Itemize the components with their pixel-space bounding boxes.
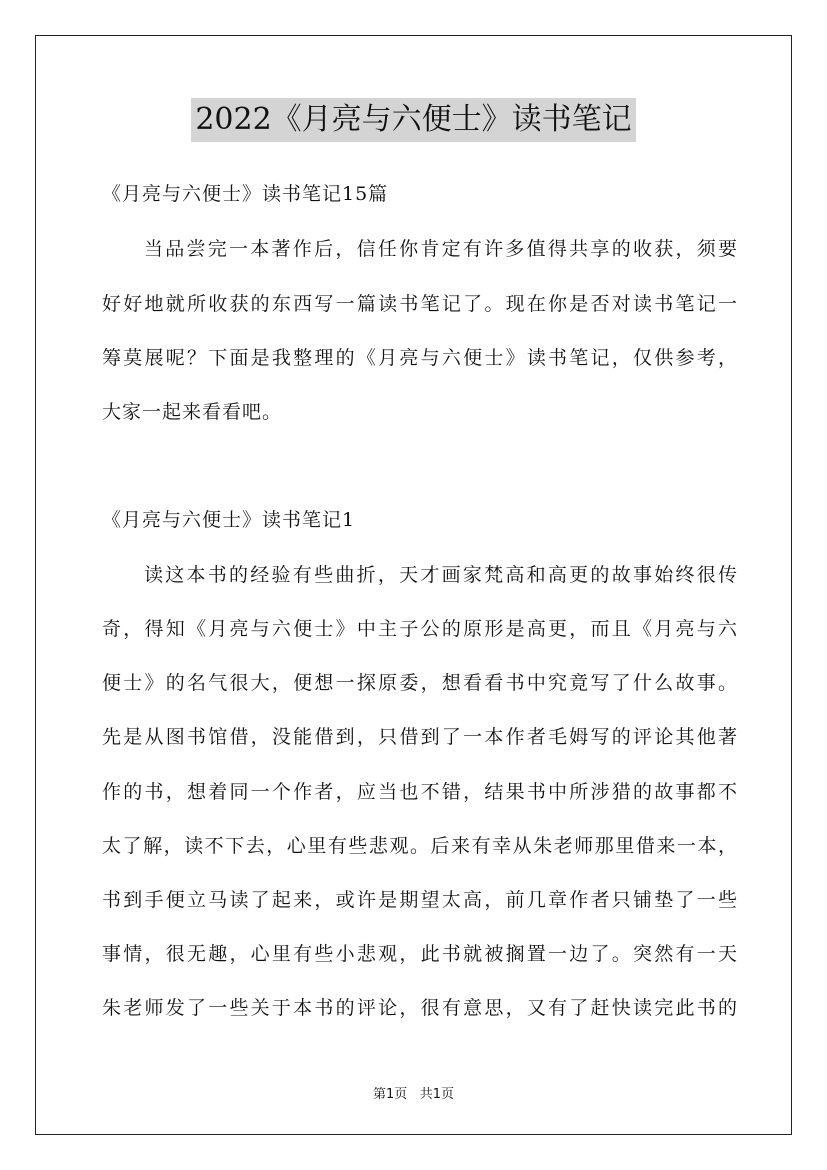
section-heading: 《月亮与六便士》读书笔记1 — [102, 509, 356, 531]
intro-line: 大家一起来看看吧。 — [102, 401, 283, 423]
body-line: 太了解，读不下去，心里有些悲观。后来有幸从朱老师那里借来一本， — [102, 835, 738, 857]
body-line: 事情，很无趣，心里有些小悲观，此书就被搁置一边了。突然有一天 — [102, 943, 738, 965]
document-title: 2022《月亮与六便士》读书笔记 — [191, 98, 635, 142]
intro-line: 筹莫展呢？下面是我整理的《月亮与六便士》读书笔记，仅供参考， — [102, 347, 738, 369]
body-line: 朱老师发了一些关于本书的评论，很有意思，又有了赶快读完此书的 — [102, 997, 738, 1019]
intro-line: 好好地就所收获的东西写一篇读书笔记了。现在你是否对读书笔记一 — [102, 293, 738, 315]
title-wrap — [0, 98, 827, 142]
body-line: 先是从图书馆借，没能借到，只借到了一本作者毛姆写的评论其他著 — [102, 726, 738, 748]
page-number: 第1页 — [373, 1087, 408, 1102]
body-line: 作的书，想着同一个作者，应当也不错，结果书中所涉猎的故事都不 — [102, 781, 738, 803]
body-line: 奇，得知《月亮与六便士》中主子公的原形是高更，而且《月亮与六 — [102, 618, 738, 640]
subtitle: 《月亮与六便士》读书笔记15篇 — [102, 183, 389, 205]
page-footer — [0, 1083, 827, 1102]
intro-line: 当品尝完一本著作后，信任你肯定有许多值得共享的收获，须要 — [144, 238, 738, 260]
page-total: 共1页 — [419, 1087, 454, 1102]
body-line: 读这本书的经验有些曲折，天才画家梵高和高更的故事始终很传 — [144, 564, 738, 586]
body-line: 便士》的名气很大，便想一探原委，想看看书中究竟写了什么故事。 — [102, 672, 738, 694]
body-line: 书到手便立马读了起来，或许是期望太高，前几章作者只铺垫了一些 — [102, 889, 738, 911]
